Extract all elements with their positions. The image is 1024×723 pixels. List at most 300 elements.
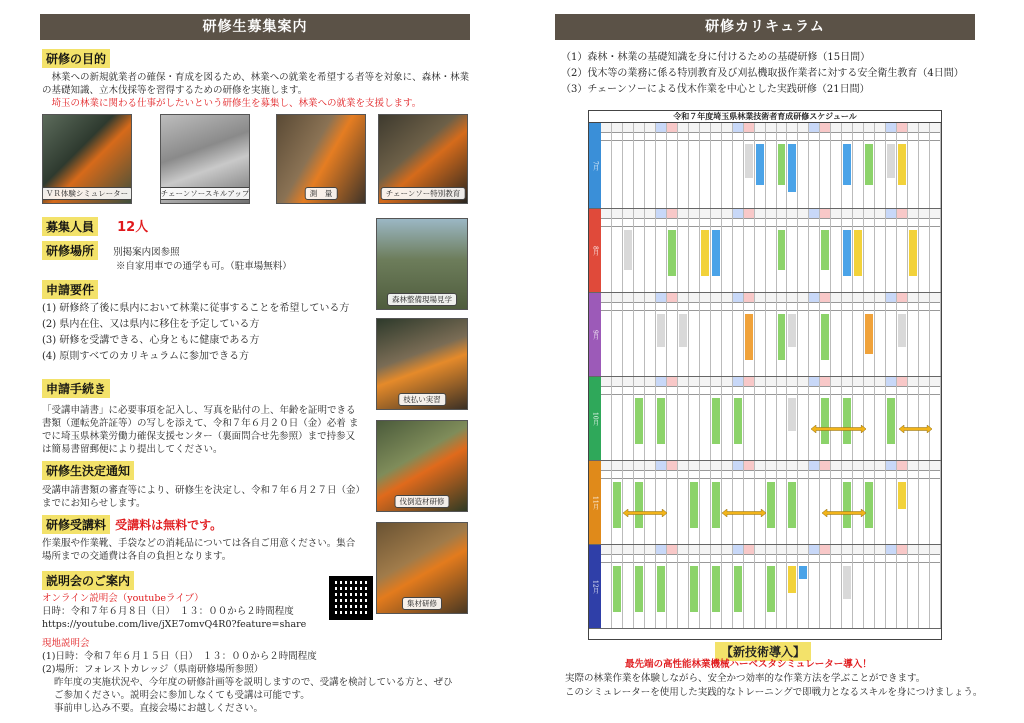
schedule-block [865, 314, 873, 354]
schedule-day [798, 461, 809, 544]
place-section [42, 240, 292, 273]
schedule-day [766, 461, 777, 544]
schedule-day [831, 209, 842, 292]
month-label: 12月 [589, 545, 601, 628]
schedule-day [700, 123, 711, 208]
schedule-day [864, 209, 875, 292]
schedule-day [897, 293, 908, 376]
schedule-day [798, 545, 809, 628]
schedule-block [679, 314, 687, 347]
schedule-day [744, 461, 755, 544]
schedule-day [700, 545, 711, 628]
schedule-day [711, 461, 722, 544]
procedure-body: 「受講申請書」に必要事項を記入し、写真を貼付の上、年齢を証明できる書類（運転免許証等）の写しを添えて、令和７年６月２０日（金）必着 までに埼玉県林業労働力確保支援センター（裏面問合せ先参照）まで持参又は簡易書留郵便により提出してください。 [42, 405, 359, 455]
schedule-day [722, 293, 733, 376]
schedule-day [820, 209, 831, 292]
schedule-day [875, 461, 886, 544]
schedule-day [777, 209, 788, 292]
schedule-day [656, 209, 667, 292]
schedule-block [788, 314, 796, 347]
schedule-day [601, 293, 612, 376]
schedule-day [733, 377, 744, 460]
schedule-block [898, 482, 906, 508]
schedule-day [733, 293, 744, 376]
photo-yarding: 集材研修 [376, 522, 468, 614]
schedule-month-3 [589, 293, 941, 377]
schedule-day [700, 461, 711, 544]
purpose-section [42, 48, 472, 110]
schedule-day [842, 123, 853, 208]
schedule-day [667, 123, 678, 208]
online-url[interactable]: https://youtube.com/live/jXE7omvQ4R0?feature=share [42, 619, 307, 630]
decision-body: 受講申請書類の審査等により、研修生を決定し、令和７年６月２７日（金）までにお知らせします。 [42, 485, 361, 509]
schedule-day [897, 123, 908, 208]
schedule-day [678, 461, 689, 544]
schedule-day [853, 293, 864, 376]
schedule-day [744, 377, 755, 460]
schedule-day [875, 123, 886, 208]
schedule-block [657, 566, 665, 612]
schedule-day [755, 209, 766, 292]
schedule-day [820, 377, 831, 460]
schedule-block [887, 398, 895, 444]
schedule-day [919, 123, 930, 208]
schedule-day [853, 461, 864, 544]
schedule-arrow [899, 425, 932, 433]
schedule-day [656, 461, 667, 544]
photo-site-visit: 森林整備現場見学 [376, 218, 468, 310]
schedule-day [766, 123, 777, 208]
schedule-day [601, 123, 612, 208]
photo-pruning: 枝払い実習 [376, 318, 468, 410]
schedule-block [745, 314, 753, 360]
recruit-value: 12人 [117, 220, 149, 235]
schedule-day [787, 209, 798, 292]
online-date: 日時：令和７年６月８日（日） １３：００から２時間程度 [42, 606, 294, 617]
schedule-day [908, 293, 919, 376]
month-label: 11月 [589, 461, 601, 544]
schedule-day [634, 293, 645, 376]
schedule-month-5 [589, 461, 941, 545]
recruit-heading: 募集人員 [42, 217, 98, 236]
requirement-item: (3) 研修を受講できる、心身ともに健康である方 [42, 335, 260, 346]
schedule-day [656, 293, 667, 376]
schedule-day [722, 461, 733, 544]
schedule-day [755, 293, 766, 376]
schedule-day [601, 461, 612, 544]
schedule-day [678, 293, 689, 376]
schedule-day [908, 377, 919, 460]
schedule-day [711, 123, 722, 208]
schedule-day [886, 545, 897, 628]
schedule-day [930, 461, 941, 544]
schedule-day [689, 461, 700, 544]
schedule-table [588, 110, 942, 640]
curriculum-item: （1）森林・林業の基礎知識を身に付けるための基礎研修（15日間） [561, 52, 871, 63]
schedule-block [788, 566, 796, 592]
site-place: (2)場所：フォレストカレッジ（県南研修場所参照） [42, 664, 264, 675]
schedule-block [778, 144, 786, 185]
place-line2: ※自家用車での通学も可。（駐車場無料） [116, 261, 292, 272]
schedule-day [853, 377, 864, 460]
schedule-day [842, 293, 853, 376]
schedule-block [843, 566, 851, 599]
schedule-block [613, 482, 621, 528]
schedule-day [777, 545, 788, 628]
schedule-day [798, 123, 809, 208]
month-label: 9月 [589, 293, 601, 376]
schedule-block [756, 144, 764, 185]
schedule-day [930, 377, 941, 460]
schedule-day [678, 377, 689, 460]
schedule-block [865, 144, 873, 185]
schedule-day [809, 293, 820, 376]
new-tech-body2: このシミュレーターを使用した実践的なトレーニングで即戦力となるスキルを身につけましょう。 [565, 687, 983, 698]
schedule-day [612, 209, 623, 292]
decision-section [42, 460, 362, 510]
schedule-day [645, 545, 656, 628]
decision-heading: 研修生決定通知 [42, 461, 134, 480]
schedule-day [700, 377, 711, 460]
schedule-day [787, 293, 798, 376]
procedure-heading: 申請手続き [42, 379, 110, 398]
schedule-day [744, 545, 755, 628]
schedule-block [712, 230, 720, 276]
requirement-item: (4) 原則すべてのカリキュラムに参加できる方 [42, 351, 250, 362]
schedule-day [645, 123, 656, 208]
schedule-block [909, 230, 917, 276]
schedule-block [767, 566, 775, 612]
schedule-day [623, 293, 634, 376]
schedule-day [733, 545, 744, 628]
schedule-day [667, 209, 678, 292]
fee-body: 作業服や作業靴、手袋などの消耗品については各自ご用意ください。集合場所までの交通費は各自の負担となります。 [42, 538, 356, 562]
schedule-block [712, 482, 720, 528]
schedule-day [809, 123, 820, 208]
schedule-day [777, 123, 788, 208]
schedule-day [689, 209, 700, 292]
schedule-block [767, 482, 775, 528]
schedule-day [853, 123, 864, 208]
schedule-day [853, 545, 864, 628]
schedule-day [820, 545, 831, 628]
schedule-block [624, 230, 632, 270]
online-title: オンライン説明会（youtubeライブ） [42, 593, 204, 604]
schedule-day [733, 123, 744, 208]
schedule-block [898, 144, 906, 185]
schedule-day [755, 461, 766, 544]
schedule-day [886, 123, 897, 208]
recruit-banner: 研修生募集案内 [40, 14, 470, 40]
schedule-day [809, 545, 820, 628]
curriculum-list [561, 50, 975, 98]
schedule-block [635, 482, 643, 528]
schedule-day [809, 377, 820, 460]
schedule-day [645, 293, 656, 376]
schedule-day [711, 209, 722, 292]
schedule-day [886, 377, 897, 460]
schedule-day [667, 461, 678, 544]
schedule-day [700, 209, 711, 292]
schedule-day [755, 377, 766, 460]
schedule-block [635, 566, 643, 612]
schedule-block [690, 482, 698, 528]
schedule-day [766, 293, 777, 376]
schedule-day [623, 545, 634, 628]
schedule-day [864, 461, 875, 544]
schedule-day [612, 461, 623, 544]
schedule-day [831, 545, 842, 628]
schedule-day [645, 377, 656, 460]
schedule-block [635, 398, 643, 444]
schedule-month-6 [589, 545, 941, 629]
new-tech-highlight: 最先端の高性能林業機械ハーベスタシミュレーター導入！ [625, 659, 872, 670]
month-label: 10月 [589, 377, 601, 460]
schedule-day [908, 545, 919, 628]
schedule-block [613, 566, 621, 612]
schedule-day [678, 209, 689, 292]
new-tech-body1: 実際の林業作業を体験しながら、安全かつ効率的な作業方法を学ぶことができます。 [565, 673, 926, 684]
curriculum-banner: 研修カリキュラム [555, 14, 975, 40]
schedule-day [645, 209, 656, 292]
curriculum-item: （2）伐木等の業務に係る特別教育及び刈払機取扱作業者に対する安全衛生教育（4日間） [561, 68, 964, 79]
briefing-heading: 説明会のご案内 [42, 571, 134, 590]
schedule-arrow [722, 509, 766, 517]
schedule-title: 令和７年度埼玉県林業技術者育成研修スケジュール [589, 111, 941, 123]
schedule-day [798, 209, 809, 292]
schedule-day [897, 545, 908, 628]
schedule-day [886, 461, 897, 544]
schedule-day [722, 545, 733, 628]
schedule-block [843, 398, 851, 444]
schedule-day [842, 209, 853, 292]
schedule-day [601, 209, 612, 292]
schedule-day [667, 377, 678, 460]
schedule-day [766, 377, 777, 460]
schedule-arrow [811, 425, 866, 433]
schedule-day [908, 209, 919, 292]
schedule-day [919, 293, 930, 376]
schedule-day [612, 293, 623, 376]
schedule-day [711, 293, 722, 376]
fee-value: 受講料は無料です。 [115, 518, 223, 532]
schedule-day [864, 377, 875, 460]
recruit-section [42, 216, 148, 236]
schedule-block [898, 314, 906, 347]
schedule-day [875, 293, 886, 376]
schedule-block [799, 566, 807, 579]
schedule-day [689, 545, 700, 628]
schedule-day [831, 293, 842, 376]
purpose-highlight: 埼玉の林業に関わる仕事がしたいという研修生を募集し、林業への就業を支援します。 [51, 98, 422, 109]
schedule-block [701, 230, 709, 276]
schedule-day [667, 545, 678, 628]
schedule-block [657, 398, 665, 444]
schedule-day [875, 545, 886, 628]
schedule-day [711, 377, 722, 460]
schedule-block [778, 314, 786, 360]
schedule-day [623, 461, 634, 544]
schedule-day [831, 377, 842, 460]
schedule-months [589, 123, 941, 629]
requirements-section [42, 279, 362, 365]
schedule-day [864, 545, 875, 628]
schedule-day [919, 545, 930, 628]
schedule-day [777, 461, 788, 544]
schedule-day [678, 123, 689, 208]
schedule-block [821, 398, 829, 444]
schedule-day [744, 209, 755, 292]
schedule-day [930, 123, 941, 208]
schedule-block [690, 566, 698, 612]
schedule-day [601, 545, 612, 628]
photo-felling: 伐倒造材研修 [376, 420, 468, 512]
schedule-day [886, 209, 897, 292]
schedule-day [733, 209, 744, 292]
schedule-day [897, 377, 908, 460]
new-tech-heading: 【新技術導入】 [715, 642, 811, 661]
right-column [555, 14, 983, 698]
schedule-day [634, 209, 645, 292]
schedule-day [634, 377, 645, 460]
schedule-block [788, 398, 796, 431]
schedule-block [745, 144, 753, 178]
schedule-day [667, 293, 678, 376]
month-label: 7月 [589, 123, 601, 208]
schedule-day [623, 377, 634, 460]
schedule-day [853, 209, 864, 292]
schedule-day [875, 209, 886, 292]
schedule-day [897, 209, 908, 292]
purpose-heading: 研修の目的 [42, 49, 110, 68]
schedule-day [777, 377, 788, 460]
schedule-block [821, 230, 829, 270]
schedule-day [897, 461, 908, 544]
schedule-day [908, 123, 919, 208]
schedule-day [820, 461, 831, 544]
photo-chainsaw-skill: チェーンソースキルアップ [160, 114, 250, 204]
schedule-block [657, 314, 665, 347]
schedule-day [864, 123, 875, 208]
purpose-body: 林業への新規就業者の確保・育成を図るため、林業への就業を希望する者等を対象に、森林・林業の基礎知識、立木伐採等を習得するための研修を実施します。 [42, 72, 470, 96]
schedule-day [755, 123, 766, 208]
schedule-day [919, 461, 930, 544]
schedule-block [712, 398, 720, 444]
site-note: 事前申し込み不要。直接会場にお越しください。 [54, 703, 264, 714]
qr-code[interactable] [329, 576, 373, 620]
schedule-day [689, 377, 700, 460]
schedule-day [744, 123, 755, 208]
schedule-block [668, 230, 676, 276]
schedule-day [908, 461, 919, 544]
schedule-day [842, 545, 853, 628]
schedule-day [820, 293, 831, 376]
schedule-day [919, 209, 930, 292]
schedule-block [788, 482, 796, 528]
schedule-day [634, 123, 645, 208]
requirements-list [42, 301, 362, 365]
requirement-item: (1) 研修終了後に県内において林業に従事することを希望している方 [42, 303, 350, 314]
schedule-arrow [822, 509, 866, 517]
schedule-day [787, 461, 798, 544]
schedule-day [722, 209, 733, 292]
left-column [40, 14, 470, 714]
requirement-item: (2) 県内在住、又は県内に移住を予定している方 [42, 319, 260, 330]
fee-heading: 研修受講料 [42, 515, 110, 534]
photo-vr: ＶＲ体験シミュレーター [42, 114, 132, 204]
schedule-day [612, 545, 623, 628]
site-title: 現地説明会 [42, 638, 90, 649]
schedule-block [821, 314, 829, 360]
month-label: 8月 [589, 209, 601, 292]
schedule-block [887, 144, 895, 178]
schedule-day [612, 377, 623, 460]
schedule-day [831, 461, 842, 544]
schedule-day [689, 293, 700, 376]
schedule-day [645, 461, 656, 544]
schedule-month-2 [589, 209, 941, 293]
schedule-day [623, 123, 634, 208]
fee-section [42, 514, 362, 563]
schedule-day [689, 123, 700, 208]
procedure-section [42, 378, 362, 456]
schedule-day [601, 377, 612, 460]
schedule-day [930, 545, 941, 628]
schedule-block [734, 398, 742, 444]
schedule-day [678, 545, 689, 628]
schedule-day [733, 461, 744, 544]
place-heading: 研修場所 [42, 241, 98, 260]
schedule-day [634, 545, 645, 628]
schedule-month-1 [589, 123, 941, 209]
schedule-day [831, 123, 842, 208]
schedule-month-4 [589, 377, 941, 461]
schedule-block [788, 144, 796, 192]
schedule-day [930, 293, 941, 376]
schedule-day [787, 123, 798, 208]
schedule-block [712, 566, 720, 612]
schedule-block [734, 566, 742, 612]
schedule-day [919, 377, 930, 460]
schedule-arrow [623, 509, 667, 517]
schedule-day [634, 461, 645, 544]
schedule-day [930, 209, 941, 292]
schedule-day [875, 377, 886, 460]
schedule-day [787, 545, 798, 628]
schedule-day [842, 461, 853, 544]
schedule-day [656, 123, 667, 208]
schedule-day [711, 545, 722, 628]
schedule-block [843, 144, 851, 185]
schedule-day [798, 293, 809, 376]
schedule-day [700, 293, 711, 376]
schedule-block [865, 482, 873, 528]
schedule-day [623, 209, 634, 292]
schedule-block [843, 482, 851, 528]
schedule-day [842, 377, 853, 460]
schedule-day [744, 293, 755, 376]
schedule-day [787, 377, 798, 460]
schedule-day [886, 293, 897, 376]
schedule-block [843, 230, 851, 276]
photo-chainsaw-special: チェーンソー特別教育 [378, 114, 468, 204]
schedule-day [612, 123, 623, 208]
schedule-day [766, 209, 777, 292]
schedule-day [656, 545, 667, 628]
site-date: (1)日時：令和７年６月１５日（日） １３：００から２時間程度 [42, 651, 317, 662]
schedule-day [809, 461, 820, 544]
schedule-block [854, 230, 862, 276]
